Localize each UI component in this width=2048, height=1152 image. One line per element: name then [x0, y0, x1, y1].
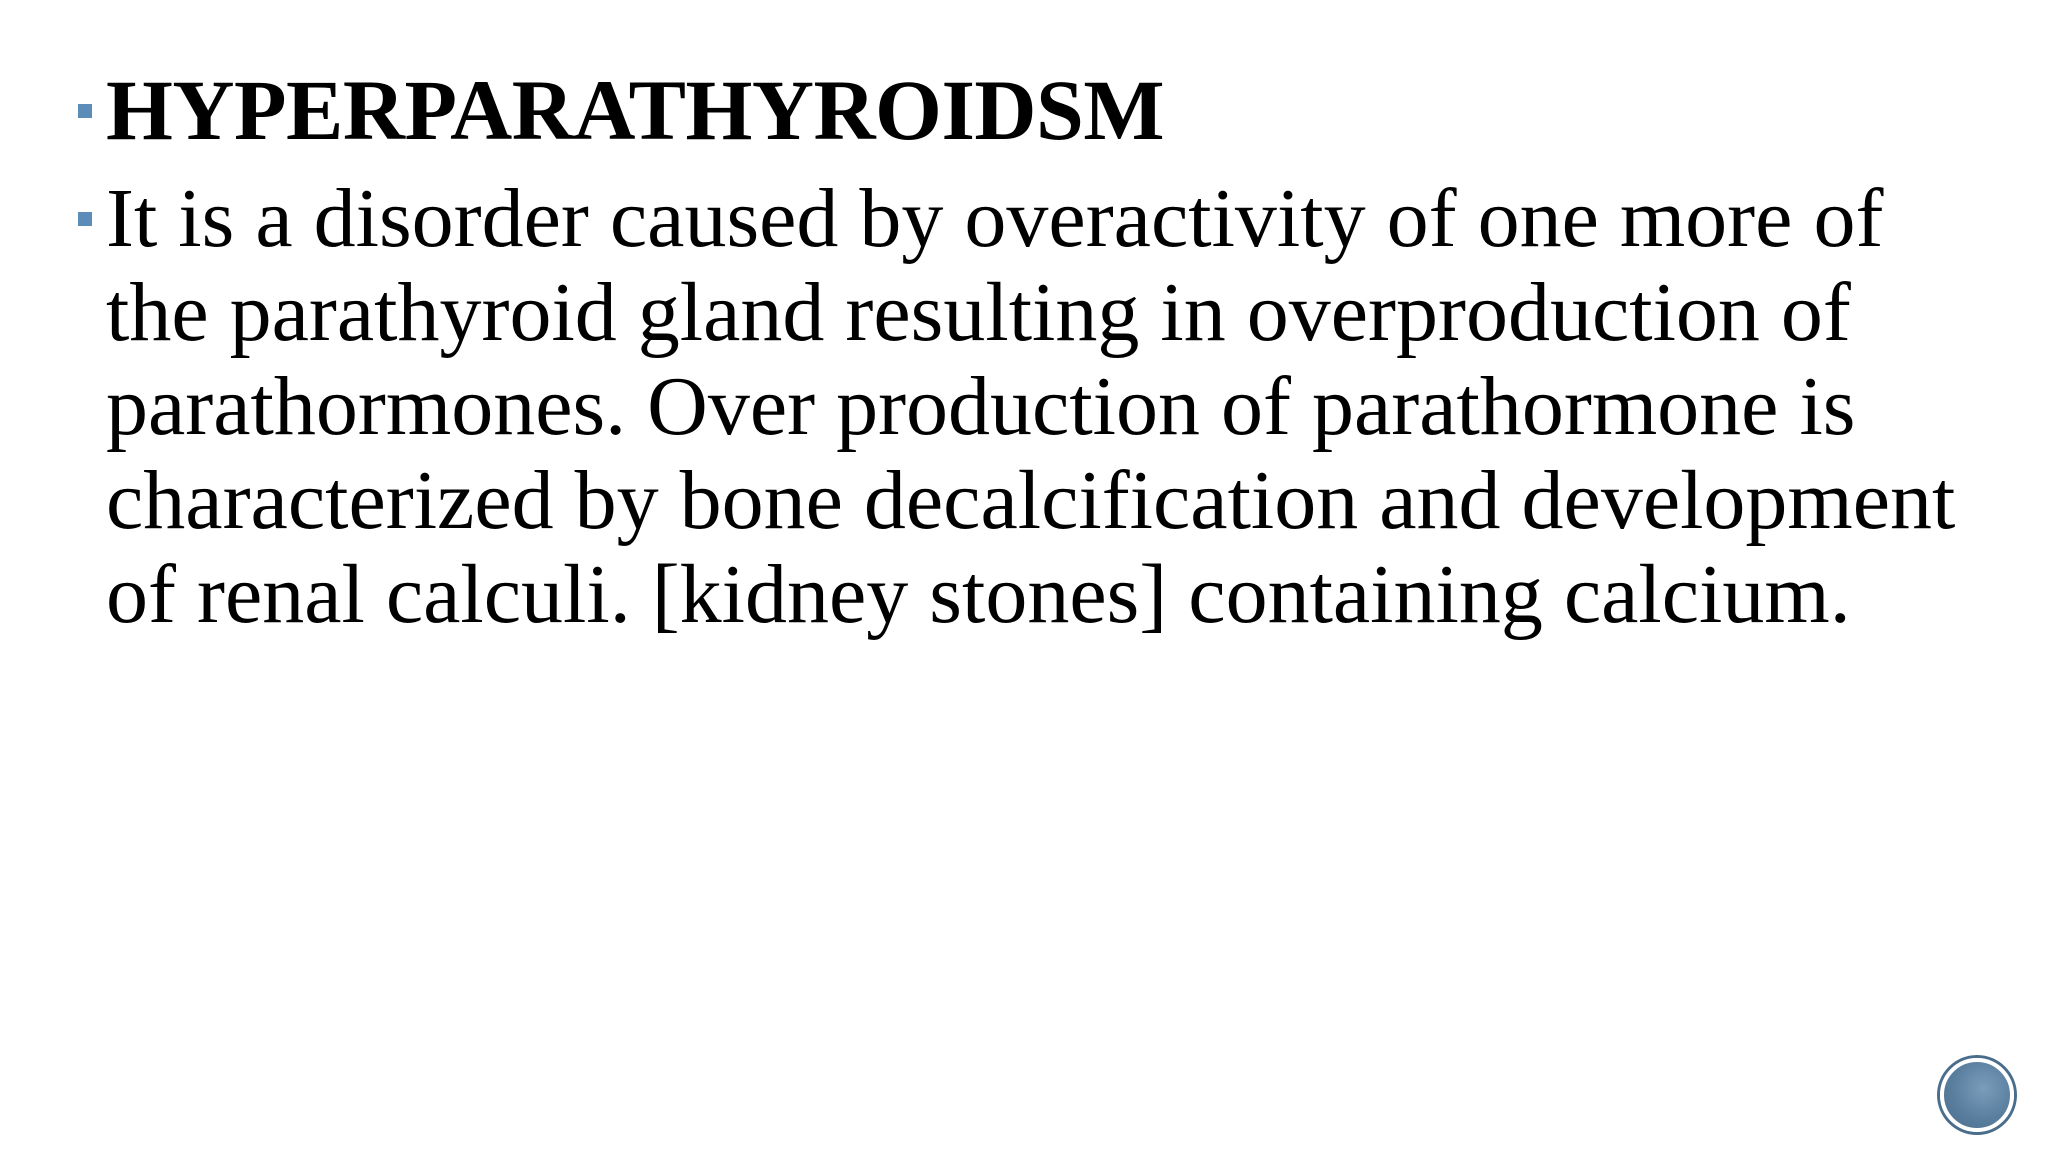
circle-button-icon[interactable]: [1940, 1058, 2014, 1132]
slide-body-text: It is a disorder caused by overactivity of one more of the parathyroid gland resulting in overproduction of parathormones. Over production of parathormone is characterized by bone decalcification and development of renal calculi. [kidney stones] containing calcium.: [106, 172, 1956, 641]
square-bullet-icon: [78, 212, 92, 226]
slide-content: [78, 60, 1978, 642]
slide-heading: HYPERPARATHYROIDSM: [106, 62, 1165, 158]
bullet-heading: [78, 60, 1978, 160]
square-bullet-icon: [78, 104, 92, 118]
bullet-body: [78, 172, 2006, 642]
